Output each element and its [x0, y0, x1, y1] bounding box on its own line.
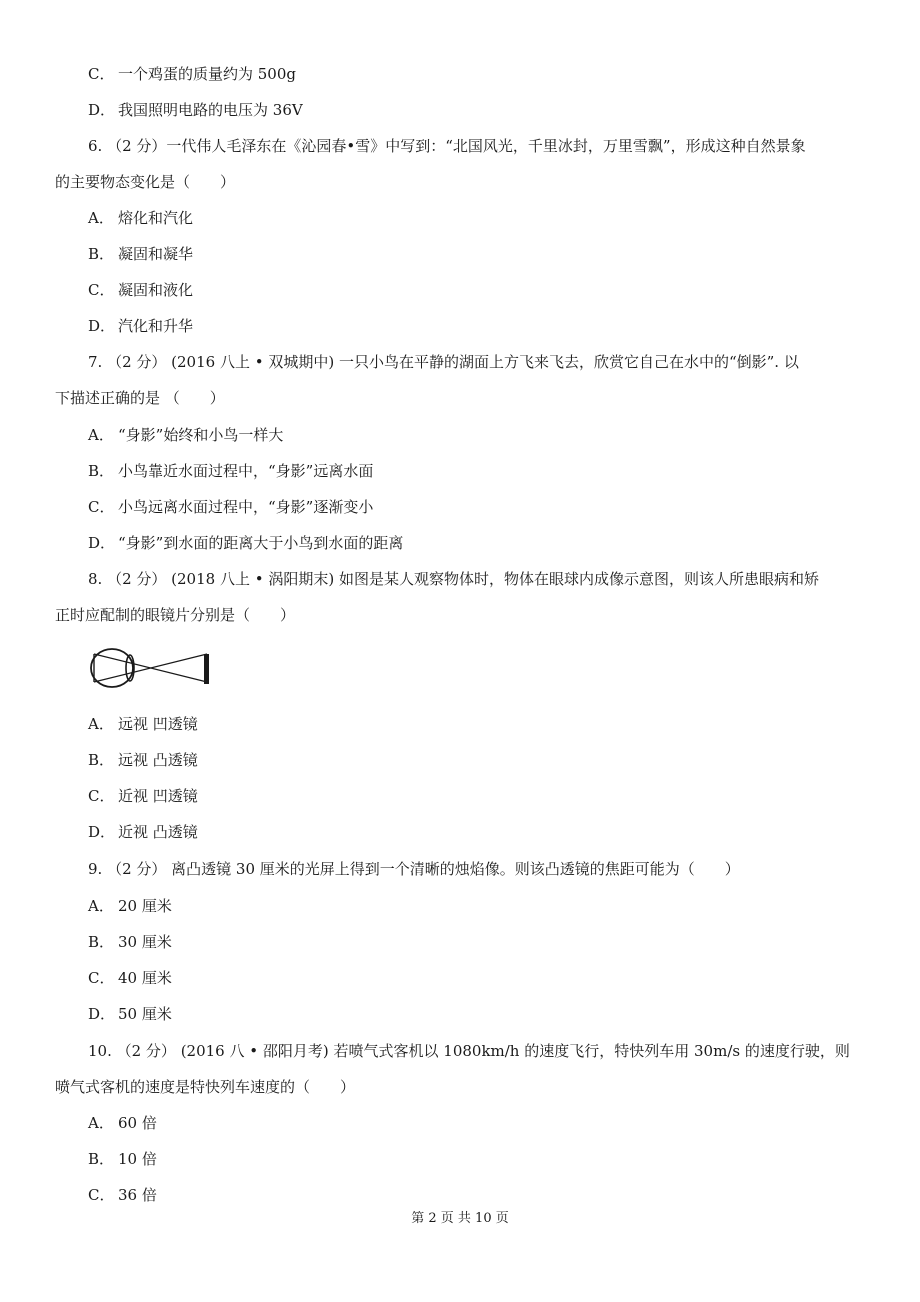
q9-option-b: [88, 932, 172, 952]
q6-option-a: [88, 208, 193, 228]
q7-option-d: [88, 533, 403, 553]
q10-stem-line1: 10. （2 分） (2016 八 • 邵阳月考) 若喷气式客机以 1080km/h 的速度飞行，特快列车用 30m/s 的速度行驶，则: [88, 1042, 850, 1060]
q10-option-b: [88, 1149, 157, 1169]
option-letter: B．: [88, 751, 115, 769]
option-text: 我国照明电路的电压为 36V: [118, 101, 303, 119]
option-letter: D．: [88, 317, 116, 335]
option-text: 凝固和液化: [118, 281, 194, 299]
q8-option-b: [88, 750, 198, 770]
option-letter: C．: [88, 65, 115, 83]
option-letter: A．: [88, 209, 114, 227]
option-letter: C．: [88, 787, 115, 805]
page-footer: 第 2 页 共 10 页: [411, 1211, 509, 1226]
option-text: 20 厘米: [118, 897, 172, 915]
option-text: 远视 凸透镜: [118, 751, 198, 769]
option-text: 远视 凹透镜: [118, 715, 198, 733]
q7-option-c: [88, 497, 373, 517]
option-text: 一个鸡蛋的质量约为 500g: [118, 65, 297, 83]
q8-option-c: [88, 786, 198, 806]
option-text: 50 厘米: [118, 1005, 172, 1023]
option-letter: D．: [88, 1005, 116, 1023]
option-text: 汽化和升华: [118, 317, 194, 335]
option-text: 熔化和汽化: [118, 209, 194, 227]
q9-option-d: [88, 1004, 172, 1024]
option-text: 小鸟远离水面过程中，“身影”逐渐变小: [118, 498, 374, 516]
option-letter: D．: [88, 823, 116, 841]
q9-stem-line1: 9. （2 分） 离凸透镜 30 厘米的光屏上得到一个清晰的烛焰像。则该凸透镜的焦距可能为（ ）: [88, 860, 740, 878]
object-bar: [204, 654, 209, 684]
q8-option-d: [88, 822, 198, 842]
q10-stem-line2: 喷气式客机的速度是特快列车速度的（ ）: [55, 1078, 356, 1096]
option-text: 36 倍: [118, 1186, 157, 1204]
option-text: “身影”始终和小鸟一样大: [118, 426, 284, 444]
q5-option-d: [88, 100, 303, 120]
option-text: 40 厘米: [118, 969, 172, 987]
q7-option-a: [88, 425, 283, 445]
q10-option-a: [88, 1113, 157, 1133]
option-letter: B．: [88, 1150, 115, 1168]
option-letter: A．: [88, 426, 114, 444]
q10-option-c: [88, 1185, 157, 1205]
q5-option-c: [88, 64, 296, 84]
eye-diagram-figure: [88, 640, 212, 696]
option-letter: C．: [88, 281, 115, 299]
q6-stem-line1: 6. （2 分）一代伟人毛泽东在《沁园春•雪》中写到：“北国风光，千里冰封，万里雪飘”，形成这种自然景象: [88, 137, 806, 155]
q7-stem-line1: 7. （2 分） (2016 八上 • 双城期中) 一只小鸟在平静的湖面上方飞来飞去，欣赏它自己在水中的“倒影”. 以: [88, 353, 799, 371]
q7-stem-line2: 下描述正确的是 （ ）: [55, 389, 225, 407]
q6-stem-line2: 的主要物态变化是（ ）: [55, 173, 236, 191]
option-text: 近视 凹透镜: [118, 787, 198, 805]
q8-stem-line2: 正时应配制的眼镜片分别是（ ）: [55, 606, 296, 624]
option-letter: A．: [88, 715, 114, 733]
option-text: 10 倍: [118, 1150, 157, 1168]
q8-option-a: [88, 714, 198, 734]
option-text: “身影”到水面的距离大于小鸟到水面的距离: [118, 534, 404, 552]
q8-stem-line1: 8. （2 分） (2018 八上 • 涡阳期末) 如图是某人观察物体时，物体在眼球内成像示意图，则该人所患眼病和矫: [88, 570, 819, 588]
option-letter: B．: [88, 245, 115, 263]
option-letter: B．: [88, 933, 115, 951]
option-letter: A．: [88, 897, 114, 915]
option-letter: C．: [88, 969, 115, 987]
q9-option-c: [88, 968, 172, 988]
q7-option-b: [88, 461, 373, 481]
option-text: 凝固和凝华: [118, 245, 194, 263]
option-letter: A．: [88, 1114, 114, 1132]
option-text: 30 厘米: [118, 933, 172, 951]
option-text: 小鸟靠近水面过程中，“身影”远离水面: [118, 462, 374, 480]
q6-option-c: [88, 280, 193, 300]
q6-option-d: [88, 316, 193, 336]
option-text: 60 倍: [118, 1114, 157, 1132]
option-text: 近视 凸透镜: [118, 823, 198, 841]
q9-option-a: [88, 896, 172, 916]
option-letter: B．: [88, 462, 115, 480]
option-letter: C．: [88, 498, 115, 516]
option-letter: C．: [88, 1186, 115, 1204]
option-letter: D．: [88, 101, 116, 119]
q6-option-b: [88, 244, 193, 264]
option-letter: D．: [88, 534, 116, 552]
